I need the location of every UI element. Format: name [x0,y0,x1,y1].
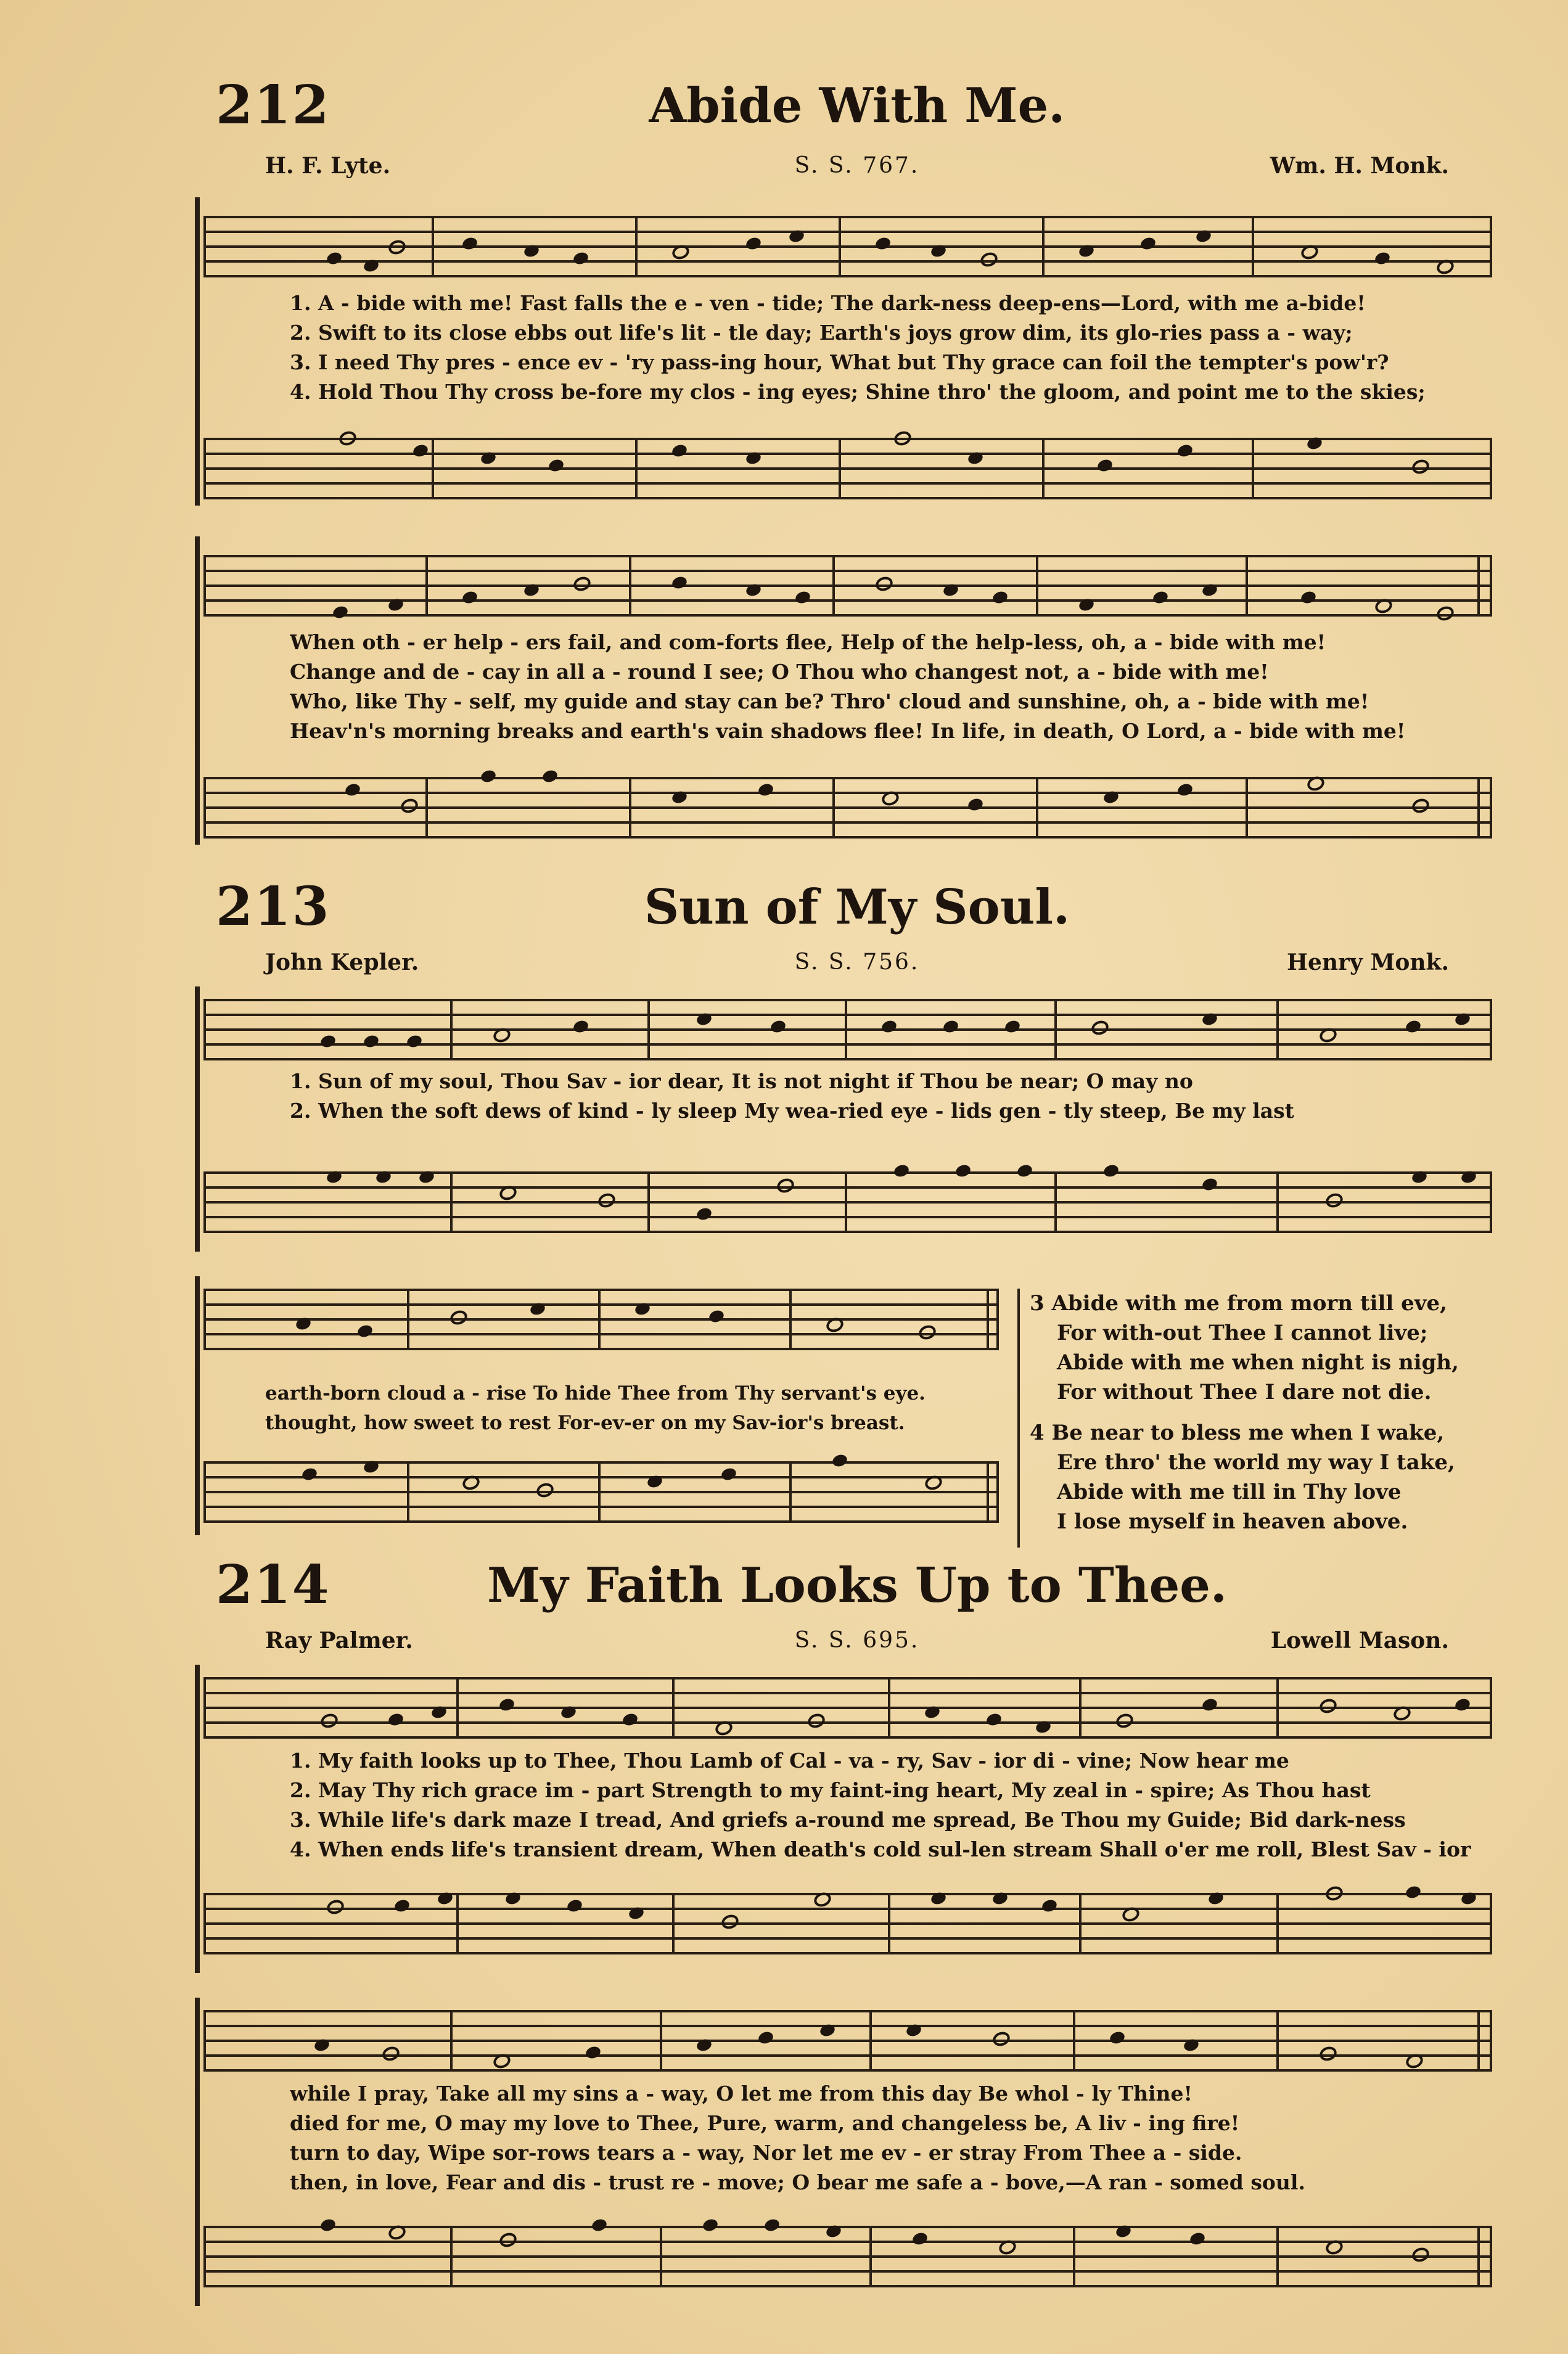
verse-4: then, in love, Fear and dis - trust re - move; O bear me safe a - bove,—A ran - somed soul. [290,2170,1305,2194]
verse-4: 4. When ends life's transient dream, When death's cold sul-len stream Shall o'er me roll, Blest Sav - ior [290,1837,1471,1861]
bass-staff [203,1171,1492,1231]
treble-staff [203,555,1492,614]
verse-lyrics [290,2079,1474,2197]
verse-1: earth-born cloud a - rise To hide Thee from Thy servant's eye. [265,1382,926,1405]
verse-4: 4. Hold Thou Thy cross be-fore my clos - ing eyes; Shine thro' the gloom, and point me to the skies; [290,380,1426,404]
stanza-3: 3 Abide with me from morn till eve, For with-out Thee I cannot live; Abide with me when night is nigh, For without Thee I dare not die. [1030,1291,1459,1405]
system-brace [195,1998,200,2306]
verse-3: Who, like Thy - self, my guide and stay can be? Thro' cloud and sunshine, oh, a - bide with me! [290,689,1369,713]
author: John Kepler. [265,949,419,975]
hymn-title: Sun of My Soul. [644,879,1070,935]
hymn-213-extra-stanzas [1030,1289,1498,1548]
system-brace [195,536,200,845]
tune-reference: S. S. 756. [794,949,920,975]
verse-3: 3. While life's dark maze I tread, And griefs a-round me spread, Be Thou my Guide; Bid dark-ness [290,1808,1406,1832]
verse-2: 2. Swift to its close ebbs out life's lit - tle day; Earth's joys grow dim, its glo-ries pass a - way; [290,321,1353,345]
verse-lyrics [265,1379,993,1438]
bass-staff [203,777,1492,836]
bass-staff [203,2226,1492,2285]
hymn-212-header [216,74,1498,142]
hymn-213-system-1 [203,986,1492,1258]
composer: Henry Monk. [1286,949,1449,975]
hymn-title: Abide With Me. [649,78,1065,134]
tune-reference: S. S. 695. [794,1628,920,1653]
hymn-214-header [216,1554,1498,1622]
hymn-212-credits [265,153,1449,180]
hymn-213-header [216,876,1498,943]
treble-staff [203,999,1492,1058]
composer: Wm. H. Monk. [1270,153,1449,179]
hymn-214-system-1 [203,1665,1492,1985]
verse-1: 1. My faith looks up to Thee, Thou Lamb of Cal - va - ry, Sav - ior di - vine; Now hear me [290,1749,1289,1773]
hymn-212-system-2 [203,536,1492,857]
verse-3: turn to day, Wipe sor-rows tears a - way, Nor let me ev - er stray From Thee a - side. [290,2141,1242,2165]
verse-3: 3. I need Thy pres - ence ev - 'ry pass-ing hour, What but Thy grace can foil the tempter's pow'r? [290,350,1389,374]
hymn-number: 213 [216,876,330,938]
tune-reference: S. S. 767. [794,153,920,178]
verse-2: 2. When the soft dews of kind - ly sleep My wea-ried eye - lids gen - tly steep, Be my last [290,1099,1294,1123]
verse-1: 1. Sun of my soul, Thou Sav - ior dear, It is not night if Thou be near; O may no [290,1069,1193,1093]
treble-staff [203,1677,1492,1736]
hymn-214-system-2 [203,1998,1492,2318]
hymn-number: 212 [216,74,330,136]
verse-2: Change and de - cay in all a - round I see; O Thou who changest not, a - bide with me! [290,660,1269,684]
composer: Lowell Mason. [1270,1628,1449,1654]
verse-2: thought, how sweet to rest For-ev-er on my Sav-ior's breast. [265,1412,905,1434]
stanza-4: 4 Be near to bless me when I wake, Ere thro' the world my way I take, Abide with me till in Thy love I lose myself in heaven above. [1030,1421,1455,1534]
hymn-title: My Faith Looks Up to Thee. [486,1557,1228,1614]
system-brace [195,197,200,506]
hymn-213-credits [265,949,1449,977]
verse-lyrics [290,289,1474,407]
verse-lyrics [290,628,1474,746]
treble-staff [203,2010,1492,2069]
bass-staff [203,1461,999,1520]
system-brace [195,1665,200,1973]
treble-staff [203,1289,999,1348]
verse-2: 2. May Thy rich grace im - part Strength to my faint-ing heart, My zeal in - spire; As Thou hast [290,1778,1371,1802]
hymn-212-system-1 [203,197,1492,518]
hymn-number: 214 [216,1554,330,1616]
author: H. F. Lyte. [265,153,391,179]
bass-staff [203,438,1492,497]
author: Ray Palmer. [265,1628,413,1654]
verse-lyrics [290,1746,1474,1864]
hymn-213-system-2 [203,1276,999,1548]
column-divider [1017,1289,1020,1548]
system-brace [195,986,200,1252]
system-brace [195,1276,200,1535]
verse-1: When oth - er help - ers fail, and com-forts flee, Help of the help-less, oh, a - bide with me! [290,630,1326,654]
verse-lyrics [290,1067,1474,1126]
hymn-214-credits [265,1628,1449,1655]
verse-4: Heav'n's morning breaks and earth's vain shadows flee! In life, in death, O Lord, a - bide with me! [290,719,1406,743]
verse-1: 1. A - bide with me! Fast falls the e - ven - tide; The dark-ness deep-ens—Lord, with me a-bide! [290,291,1366,315]
verse-2: died for me, O may my love to Thee, Pure, warm, and changeless be, A liv - ing fire! [290,2111,1240,2135]
verse-1: while I pray, Take all my sins a - way, O let me from this day Be whol - ly Thine! [290,2081,1193,2106]
bass-staff [203,1893,1492,1952]
treble-staff [203,216,1492,275]
